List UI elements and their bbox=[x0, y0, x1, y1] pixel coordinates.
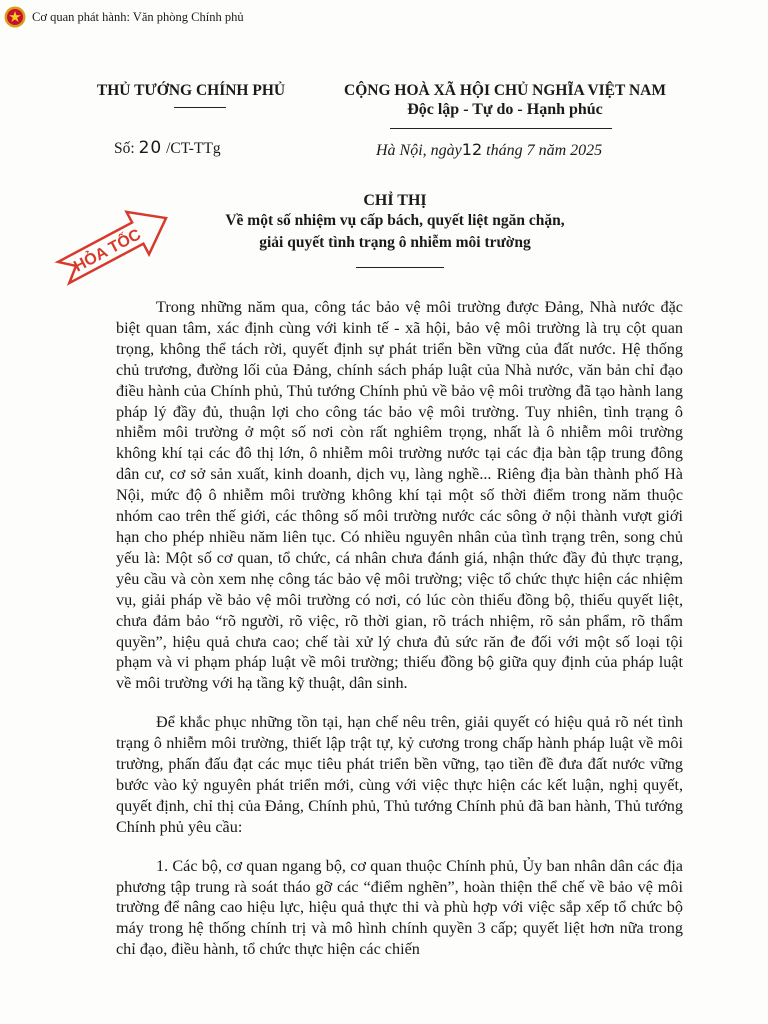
title-line-1: Về một số nhiệm vụ cấp bách, quyết liệt ngăn chặn, bbox=[225, 212, 565, 229]
title-underline bbox=[356, 267, 444, 268]
stamp-text: HỎA TỐC bbox=[71, 226, 144, 276]
national-header bbox=[320, 82, 690, 119]
date-place: Hà Nội, ngày bbox=[376, 142, 462, 159]
doc-number-value: 20 bbox=[138, 138, 163, 158]
title-line-2: giải quyết tình trạng ô nhiễm môi trường bbox=[259, 234, 531, 251]
date-rest: tháng 7 năm 2025 bbox=[486, 142, 603, 159]
agency-name: THỦ TƯỚNG CHÍNH PHỦ bbox=[96, 82, 286, 99]
paragraph-1: Trong những năm qua, công tác bảo vệ môi trường được Đảng, Nhà nước đặc biệt quan tâm, xác định cùng với kinh tế - xã hội, bảo vệ môi trường là trụ cột quan trọng, không thể tách rời, quyết định sự phát triển bền vững của đất nước. Hệ thống chủ trương, đường lối của Đảng, chính sách pháp luật của Nhà nước, văn bản chỉ đạo điều hành của Chính phủ, Thủ tướng Chính phủ về bảo vệ môi trường đã tạo hành lang pháp lý đầy đủ, thuận lợi cho công tác bảo vệ môi trường. Tuy nhiên, tình trạng ô nhiễm môi trường ở một số nơi còn rất nghiêm trọng, nhất là ô nhiễm môi trường không khí tại các đô thị lớn, ô nhiễm môi trường nước tại các địa bàn tập trung đông dân cư, cơ sở sản xuất, kinh doanh, dịch vụ, làng nghề... Riêng địa bàn thành phố Hà Nội, mức độ ô nhiễm môi trường không khí tại một số thời điểm trong năm thuộc nhóm cao trên thế giới, các thông số môi trường nước các sông ở nội thành vượt giới hạn cho phép nhiều năm liên tục. Có nhiều nguyên nhân của tình trạng trên, song chủ yếu là: Một số cơ quan, tổ chức, cá nhân chưa đánh giá, nhận thức đầy đủ thực trạng, yêu cầu và còn xem nhẹ công tác bảo vệ môi trường; việc tổ chức thực hiện các nhiệm vụ, giải pháp về bảo vệ môi trường có nơi, có lúc còn thiếu đồng bộ, thiếu quyết liệt, chưa đảm bảo “rõ người, rõ việc, rõ thời gian, rõ trách nhiệm, rõ sản phẩm, rõ thẩm quyền”, hiệu quả chưa cao; chế tài xử lý chưa đủ sức răn đe đối với một số loại tội phạm và vi phạm pháp luật về môi trường; thiếu đồng bộ giữa quy định của pháp luật về môi trường với hạ tầng kỹ thuật, dân sinh. bbox=[116, 298, 683, 693]
issuing-agency bbox=[96, 82, 286, 100]
date-line bbox=[376, 140, 602, 160]
issuer-bar bbox=[4, 6, 244, 28]
motto-underline bbox=[390, 128, 612, 129]
doc-number-suffix: /CT-TTg bbox=[166, 140, 221, 157]
agency-underline bbox=[174, 107, 226, 108]
issuer-text: Cơ quan phát hành: Văn phòng Chính phủ bbox=[32, 9, 244, 24]
document-title bbox=[150, 192, 640, 254]
paragraph-3: 1. Các bộ, cơ quan ngang bộ, cơ quan thuộc Chính phủ, Ủy ban nhân dân các địa phương tập trung rà soát tháo gỡ các “điểm nghẽn”, hoàn thiện thể chế về bảo vệ môi trường để nâng cao hiệu lực, hiệu quả thực thi và phù hợp với việc sắp xếp tổ chức bộ máy trong hệ thống chính trị và mô hình chính quyền 3 cấp; quyết liệt hơn nữa trong chỉ đạo, điều hành, tổ chức thực hiện các chiến bbox=[116, 856, 683, 959]
national-motto: Độc lập - Tự do - Hạnh phúc bbox=[407, 101, 603, 118]
national-emblem-icon bbox=[4, 6, 26, 28]
document-body bbox=[116, 297, 683, 978]
document-number bbox=[114, 138, 221, 158]
date-day: 12 bbox=[461, 140, 483, 159]
doc-number-prefix: Số: bbox=[114, 140, 135, 157]
nation-name: CỘNG HOÀ XÃ HỘI CHỦ NGHĨA VIỆT NAM bbox=[344, 82, 666, 99]
document-type: CHỈ THỊ bbox=[363, 192, 427, 209]
paragraph-2: Để khắc phục những tồn tại, hạn chế nêu trên, giải quyết có hiệu quả rõ nét tình trạng ô nhiễm môi trường, thiết lập trật tự, kỷ cương trong chấp hành pháp luật về môi trường, phấn đấu đạt các mục tiêu phát triển bền vững, tạo tiền đề đưa đất nước vững bước vào kỷ nguyên phát triển mới, cùng với việc thực hiện các kết luận, nghị quyết, quyết định, chỉ thị của Đảng, Chính phủ, Thủ tướng Chính phủ đã ban hành, Thủ tướng Chính phủ yêu cầu: bbox=[116, 713, 683, 836]
